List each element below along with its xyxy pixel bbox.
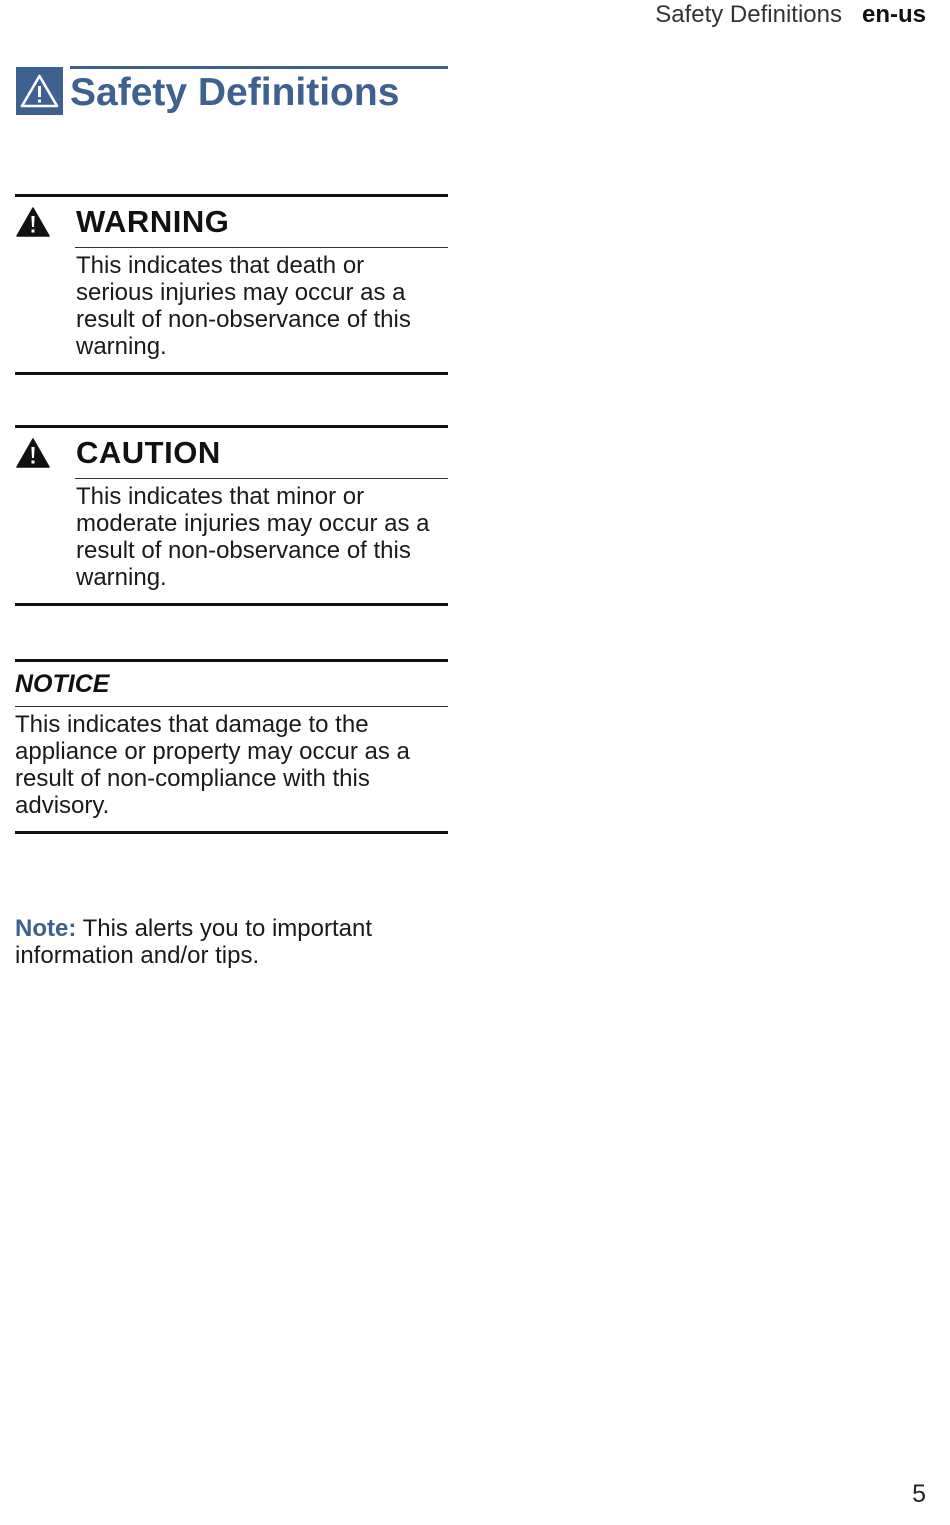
warning-divider xyxy=(75,247,448,248)
warning-box xyxy=(15,194,448,375)
notice-title: NOTICE xyxy=(15,670,110,698)
warning-title: WARNING xyxy=(76,204,230,239)
note-text: This alerts you to important information and/or tips. xyxy=(15,915,373,969)
note-paragraph xyxy=(15,915,448,969)
language-code: en-us xyxy=(861,1,926,28)
caution-divider xyxy=(75,478,448,479)
warning-triangle-icon xyxy=(16,67,63,115)
warning-header xyxy=(15,197,448,248)
notice-divider xyxy=(15,706,448,707)
caution-text: This indicates that minor or moderate injuries may occur as a result of non-observance of this warning. xyxy=(76,483,430,591)
chapter-rule xyxy=(70,66,448,69)
chapter-title: Safety Definitions xyxy=(70,71,400,114)
caution-title: CAUTION xyxy=(76,435,221,470)
running-header xyxy=(655,0,926,30)
warning-text: This indicates that death or serious injuries may occur as a result of non-observance of this warning. xyxy=(76,252,411,360)
caution-box xyxy=(15,425,448,606)
note-label: Note: xyxy=(15,915,77,942)
notice-text: This indicates that damage to the appliance or property may occur as a result of non-compliance with this advisory. xyxy=(15,711,410,819)
page-number: 5 xyxy=(912,1480,926,1508)
notice-header xyxy=(15,662,448,707)
warning-triangle-icon xyxy=(16,207,50,237)
notice-box xyxy=(15,659,448,834)
running-header-section: Safety Definitions xyxy=(655,1,842,28)
warning-triangle-icon xyxy=(16,438,50,468)
caution-header xyxy=(15,428,448,479)
chapter-heading xyxy=(16,66,448,118)
